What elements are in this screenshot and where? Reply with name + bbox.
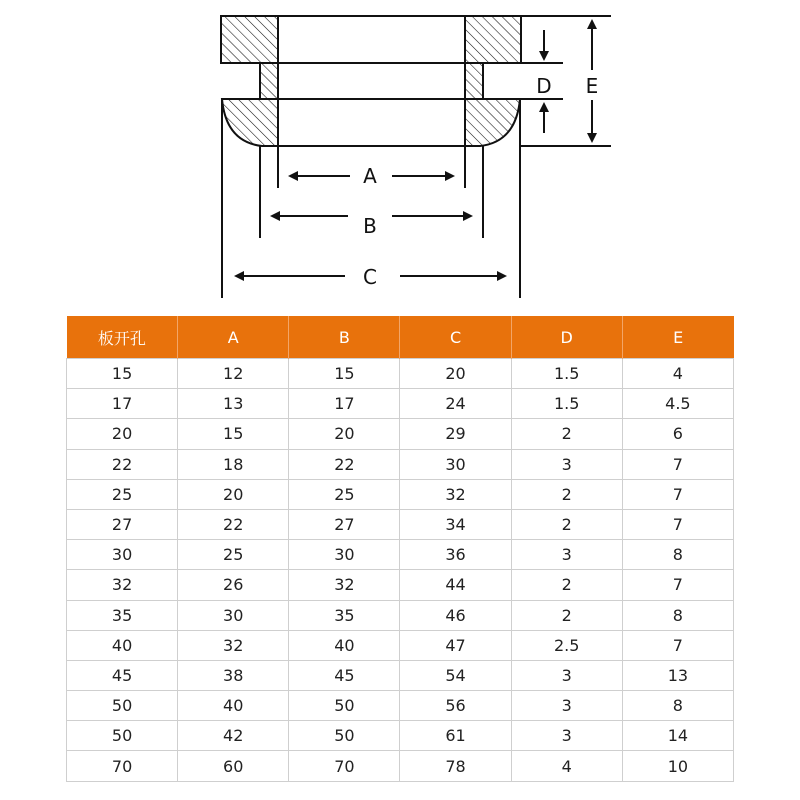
- table-cell: 2: [511, 600, 622, 630]
- table-cell: 50: [67, 721, 178, 751]
- table-cell: 44: [400, 570, 511, 600]
- table-cell: 6: [622, 419, 733, 449]
- bottom-bulb: [222, 99, 520, 146]
- table-cell: 32: [67, 570, 178, 600]
- table-row: [67, 449, 734, 479]
- table-cell: 40: [67, 630, 178, 660]
- table-cell: 3: [511, 691, 622, 721]
- table-cell: 20: [67, 419, 178, 449]
- table-cell: 4: [622, 359, 733, 389]
- table-cell: 17: [289, 389, 400, 419]
- top-flange: [221, 16, 521, 63]
- table-cell: 2: [511, 509, 622, 539]
- table-row: [67, 540, 734, 570]
- table-row: [67, 389, 734, 419]
- column-header: D: [511, 316, 622, 359]
- table-cell: 29: [400, 419, 511, 449]
- table-cell: 50: [67, 691, 178, 721]
- table-cell: 32: [178, 630, 289, 660]
- table-cell: 7: [622, 630, 733, 660]
- table-cell: 8: [622, 691, 733, 721]
- column-header: B: [289, 316, 400, 359]
- neck-section: [221, 63, 521, 99]
- table-cell: 22: [178, 509, 289, 539]
- table-cell: 25: [289, 479, 400, 509]
- table-cell: 22: [289, 449, 400, 479]
- grommet-cross-section-diagram: [0, 0, 800, 310]
- table-cell: 27: [289, 509, 400, 539]
- dimension-e: [586, 21, 599, 141]
- table-cell: 32: [289, 570, 400, 600]
- table-cell: 32: [400, 479, 511, 509]
- table-cell: 17: [67, 389, 178, 419]
- table-cell: 25: [178, 540, 289, 570]
- dimension-b-label: B: [363, 214, 377, 238]
- table-cell: 8: [622, 540, 733, 570]
- dimension-c-label: C: [363, 265, 377, 289]
- table-cell: 36: [400, 540, 511, 570]
- table-cell: 4: [511, 751, 622, 781]
- table-cell: 35: [289, 600, 400, 630]
- table-cell: 3: [511, 660, 622, 690]
- table-cell: 15: [289, 359, 400, 389]
- table-cell: 14: [622, 721, 733, 751]
- table-cell: 2: [511, 570, 622, 600]
- column-header: 板开孔: [67, 316, 178, 359]
- table-cell: 27: [67, 509, 178, 539]
- table-cell: 25: [67, 479, 178, 509]
- table-row: [67, 660, 734, 690]
- table-cell: 15: [67, 359, 178, 389]
- dimension-table: [66, 316, 734, 782]
- table-cell: 3: [511, 449, 622, 479]
- table-cell: 56: [400, 691, 511, 721]
- table-cell: 40: [178, 691, 289, 721]
- table-row: [67, 630, 734, 660]
- table-cell: 2: [511, 479, 622, 509]
- table-row: [67, 600, 734, 630]
- table-cell: 46: [400, 600, 511, 630]
- table-row: [67, 570, 734, 600]
- table-cell: 20: [178, 479, 289, 509]
- table-cell: 13: [178, 389, 289, 419]
- table-cell: 3: [511, 540, 622, 570]
- table-row: [67, 419, 734, 449]
- table-cell: 45: [289, 660, 400, 690]
- table-cell: 47: [400, 630, 511, 660]
- table-cell: 30: [178, 600, 289, 630]
- dimension-b: [272, 214, 471, 238]
- table-cell: 61: [400, 721, 511, 751]
- table-cell: 15: [178, 419, 289, 449]
- dimension-e-label: E: [585, 74, 599, 98]
- table-cell: 42: [178, 721, 289, 751]
- table-cell: 22: [67, 449, 178, 479]
- table-cell: 38: [178, 660, 289, 690]
- table-cell: 30: [289, 540, 400, 570]
- table-cell: 7: [622, 479, 733, 509]
- table-cell: 30: [400, 449, 511, 479]
- table-row: [67, 721, 734, 751]
- table-cell: 7: [622, 509, 733, 539]
- table-row: [67, 691, 734, 721]
- table-cell: 78: [400, 751, 511, 781]
- table-cell: 40: [289, 630, 400, 660]
- column-header: A: [178, 316, 289, 359]
- table-cell: 50: [289, 721, 400, 751]
- table-cell: 60: [178, 751, 289, 781]
- table-row: [67, 509, 734, 539]
- column-header: C: [400, 316, 511, 359]
- table-body: [67, 359, 734, 782]
- table-cell: 2: [511, 419, 622, 449]
- table-cell: 4.5: [622, 389, 733, 419]
- table-header-row: [67, 316, 734, 359]
- table-cell: 20: [289, 419, 400, 449]
- table-row: [67, 479, 734, 509]
- table-row: [67, 751, 734, 781]
- table-cell: 54: [400, 660, 511, 690]
- table-cell: 50: [289, 691, 400, 721]
- table-cell: 1.5: [511, 389, 622, 419]
- table-cell: 20: [400, 359, 511, 389]
- table-cell: 70: [67, 751, 178, 781]
- table-cell: 7: [622, 570, 733, 600]
- table-cell: 8: [622, 600, 733, 630]
- dimension-c: [236, 265, 505, 289]
- table-cell: 10: [622, 751, 733, 781]
- table-cell: 2.5: [511, 630, 622, 660]
- table-cell: 34: [400, 509, 511, 539]
- table-cell: 7: [622, 449, 733, 479]
- table-cell: 1.5: [511, 359, 622, 389]
- table-cell: 12: [178, 359, 289, 389]
- dimension-a: [290, 164, 453, 188]
- dimension-a-label: A: [363, 164, 377, 188]
- table-cell: 18: [178, 449, 289, 479]
- table-cell: 24: [400, 389, 511, 419]
- table-cell: 3: [511, 721, 622, 751]
- table-cell: 30: [67, 540, 178, 570]
- table-row: [67, 359, 734, 389]
- table-cell: 70: [289, 751, 400, 781]
- column-header: E: [622, 316, 733, 359]
- table-cell: 26: [178, 570, 289, 600]
- table-cell: 35: [67, 600, 178, 630]
- table-cell: 13: [622, 660, 733, 690]
- table-cell: 45: [67, 660, 178, 690]
- dimension-d: [536, 30, 551, 133]
- dimension-d-label: D: [536, 74, 552, 98]
